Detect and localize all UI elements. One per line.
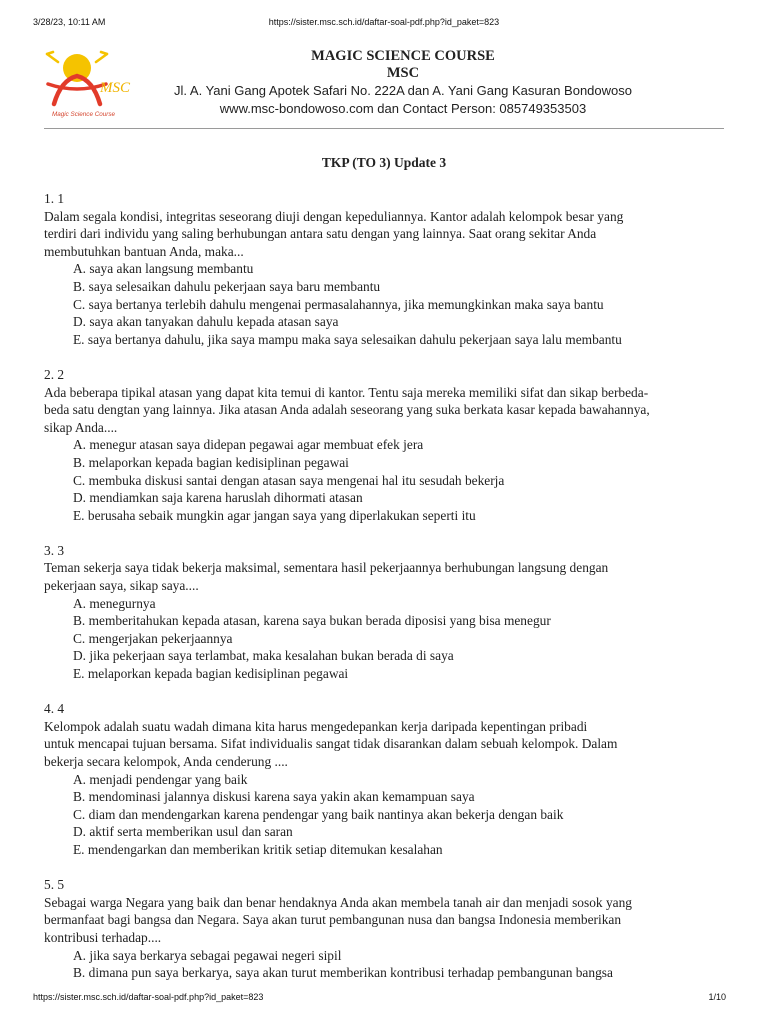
question-number: 5. 5 <box>44 877 65 893</box>
logo-tagline: Magic Science Course <box>52 111 115 118</box>
answer-option: E. berusaha sebaik mungkin agar jangan saya yang diperlakukan seperti itu <box>73 507 476 523</box>
question-text-line: membutuhkan bantuan Anda, maka... <box>44 243 244 259</box>
answer-option: A. menegurnya <box>73 595 156 611</box>
answer-options <box>44 771 724 859</box>
answer-options <box>44 947 724 982</box>
answer-options <box>44 595 724 683</box>
question-text-line: sikap Anda.... <box>44 419 118 435</box>
answer-option: A. menegur atasan saya didepan pegawai agar membuat efek jera <box>73 437 424 453</box>
answer-option: B. melaporkan kepada bagian kedisiplinan pegawai <box>73 454 349 470</box>
question-text-line: Dalam segala kondisi, integritas seseorang diuji dengan kepeduliannya. Kantor adalah kelompok besar yang <box>44 208 624 224</box>
answer-option: C. membuka diskusi santai dengan atasan saya mengenai hal itu sesudah bekerja <box>73 472 505 488</box>
answer-option: E. mendengarkan dan memberikan kritik setiap ditemukan kesalahan <box>73 841 443 857</box>
question-number: 4. 4 <box>44 701 65 717</box>
answer-option: E. melaporkan kepada bagian kedisiplinan pegawai <box>73 666 349 682</box>
question-4 <box>44 700 724 858</box>
msc-logo-icon <box>44 48 144 120</box>
question-text-line: bekerja secara kelompok, Anda cenderung .... <box>44 754 288 769</box>
question-5 <box>44 876 724 982</box>
answer-options <box>44 436 724 524</box>
answer-option: D. saya akan tanyakan dahulu kepada atasan saya <box>73 314 339 330</box>
footer-url: https://sister.msc.sch.id/daftar-soal-pdf.php?id_paket=823 <box>33 992 264 1002</box>
question-text-line: Sebagai warga Negara yang baik dan benar hendaknya Anda akan membela tanah air dan menjadi sosok yang <box>44 894 632 910</box>
question-text-line: terdiri dari individu yang saling berhubungan antara satu dengan yang lainnya. Saat orang sekitar Anda <box>44 226 597 242</box>
print-datetime: 3/28/23, 10:11 AM <box>33 17 106 27</box>
answer-option: A. saya akan langsung membantu <box>73 261 254 277</box>
header-divider <box>44 128 724 129</box>
answer-option: B. saya selesaikan dahulu pekerjaan saya baru membantu <box>73 278 381 294</box>
question-number: 1. 1 <box>44 191 65 206</box>
org-abbr: MSC <box>386 65 420 81</box>
question-number: 2. 2 <box>44 366 65 382</box>
question-3 <box>44 542 724 683</box>
document-title: TKP (TO 3) Update 3 <box>321 155 447 170</box>
question-text-line: pekerjaan saya, sikap saya.... <box>44 578 199 594</box>
answer-option: E. saya bertanya dahulu, jika saya mampu maka saya selesaikan dahulu pekerjaan saya lalu membantu <box>73 331 622 347</box>
answer-option: B. memberitahukan kepada atasan, karena saya bukan berada diposisi yang bisa menegur <box>73 613 551 629</box>
question-number: 3. 3 <box>44 542 65 558</box>
question-text-line: Teman sekerja saya tidak bekerja maksimal, sementara hasil pekerjaannya berhubungan langsung dengan <box>44 560 609 576</box>
logo-text: MSC <box>100 80 130 96</box>
question-text-line: Ada beberapa tipikal atasan yang dapat kita temui di kantor. Tentu saja mereka memiliki sifat dan sikap berbeda- <box>44 384 649 400</box>
print-url: https://sister.msc.sch.id/daftar-soal-pdf.php?id_paket=823 <box>268 17 500 27</box>
answer-option: B. dimana pun saya berkarya, saya akan turut memberikan kontribusi terhadap pembangunan bangsa <box>73 965 613 981</box>
answer-option: A. jika saya berkarya sebagai pegawai negeri sipil <box>73 947 342 963</box>
answer-option: C. saya bertanya terlebih dahulu mengenai permasalahannya, jika memungkinkan maka saya bantu <box>73 296 604 312</box>
answer-option: A. menjadi pendengar yang baik <box>73 771 248 787</box>
answer-option: C. mengerjakan pekerjaannya <box>73 630 233 646</box>
answer-option: C. diam dan mendengarkan karena pendengar yang baik nantinya akan bekerja dengan baik <box>73 806 564 822</box>
question-text-line: kontribusi terhadap.... <box>44 929 162 945</box>
question-text-line: bermanfaat bagi bangsa dan Negara. Saya akan turut pembangunan nusa dan bangsa Indonesia memberikan <box>44 912 622 928</box>
answer-option: D. aktif serta memberikan usul dan saran <box>73 824 293 840</box>
answer-options <box>44 260 724 348</box>
answer-option: D. mendiamkan saja karena haruslah dihormati atasan <box>73 490 363 506</box>
question-2 <box>44 366 724 524</box>
question-1 <box>44 190 724 348</box>
answer-option: B. mendominasi jalannya diskusi karena saya yakin akan kemampuan saya <box>73 789 475 805</box>
question-text-line: untuk mencapai tujuan bersama. Sifat individualis sangat tidak disarankan dalam sebuah kelompok. Dalam <box>44 736 618 752</box>
org-name: MAGIC SCIENCE COURSE <box>311 48 495 64</box>
question-list <box>44 190 724 999</box>
question-text-line: beda satu dengtan yang lainnya. Jika atasan Anda adalah seseorang yang suka berkata kasar kepada bawahannya, <box>44 402 650 418</box>
org-contact: www.msc-bondowoso.com dan Contact Person: 085749353503 <box>219 101 587 116</box>
page-number: 1/10 <box>708 992 726 1002</box>
org-address: Jl. A. Yani Gang Apotek Safari No. 222A dan A. Yani Gang Kasuran Bondowoso <box>174 83 632 98</box>
question-text-line: Kelompok adalah suatu wadah dimana kita harus mengedepankan kerja daripada kepentingan pribadi <box>44 718 588 734</box>
answer-option: D. jika pekerjaan saya terlambat, maka kesalahan bukan berada di saya <box>73 648 454 664</box>
